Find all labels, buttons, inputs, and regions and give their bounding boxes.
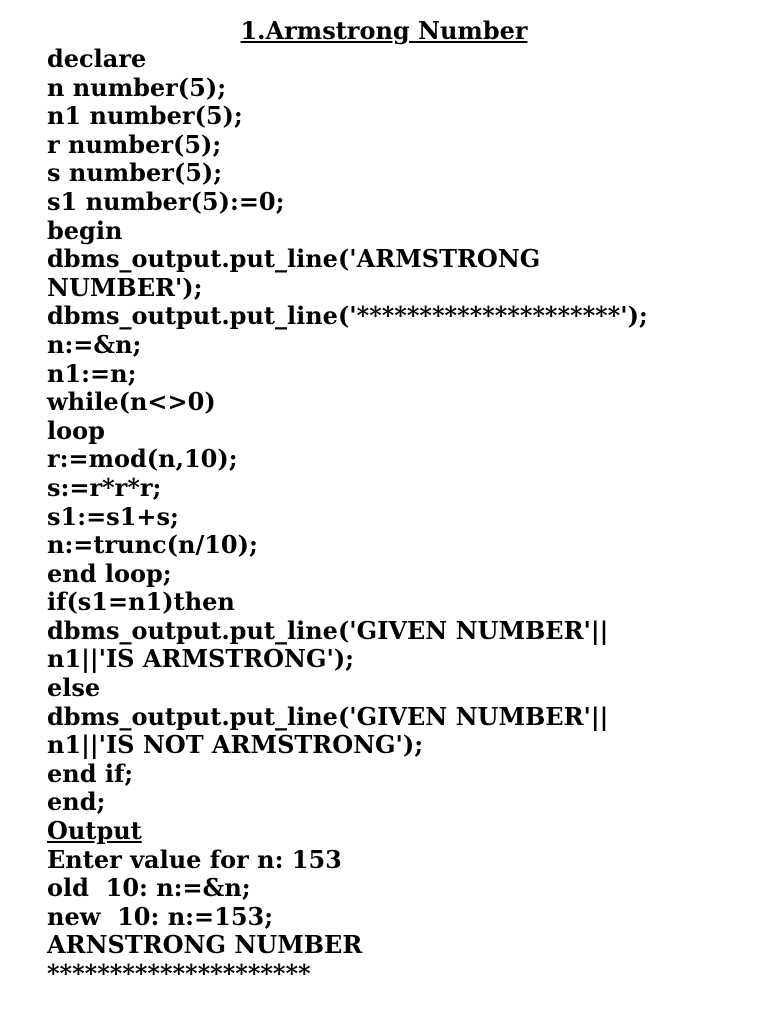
code-line: old 10: n:=&n; bbox=[47, 873, 251, 903]
code-line: NUMBER'); bbox=[47, 272, 203, 302]
code-listing bbox=[47, 45, 648, 989]
code-line: Enter value for n: 153 bbox=[47, 844, 342, 874]
code-line: else bbox=[47, 673, 101, 703]
code-line: dbms_output.put_line('*********************'); bbox=[47, 301, 648, 331]
code-line: n1||'IS NOT ARMSTRONG'); bbox=[47, 730, 424, 760]
code-line: ARNSTRONG NUMBER bbox=[47, 930, 363, 960]
code-line: dbms_output.put_line('GIVEN NUMBER'|| bbox=[47, 701, 609, 731]
code-line: if(s1=n1)then bbox=[47, 587, 235, 617]
code-line: begin bbox=[47, 215, 123, 245]
code-line: end if; bbox=[47, 758, 134, 788]
code-line: ********************* bbox=[47, 959, 311, 988]
code-line: n1:=n; bbox=[47, 358, 137, 388]
output-heading: Output bbox=[47, 816, 142, 846]
code-line: end; bbox=[47, 787, 106, 817]
code-line: s1:=s1+s; bbox=[47, 501, 179, 531]
code-line: n:=&n; bbox=[47, 329, 142, 359]
code-line: dbms_output.put_line('GIVEN NUMBER'|| bbox=[47, 615, 609, 645]
code-line: r:=mod(n,10); bbox=[47, 444, 238, 474]
code-line: declare bbox=[47, 44, 147, 73]
code-line: n1||'IS ARMSTRONG'); bbox=[47, 644, 355, 674]
code-line: n1 number(5); bbox=[47, 101, 243, 131]
code-line: n:=trunc(n/10); bbox=[47, 530, 258, 560]
code-line: loop bbox=[47, 415, 105, 445]
document-title: 1.Armstrong Number bbox=[240, 16, 528, 45]
code-line: s number(5); bbox=[47, 158, 223, 188]
code-line: dbms_output.put_line('ARMSTRONG bbox=[47, 244, 541, 274]
code-line: new 10: n:=153; bbox=[47, 901, 274, 931]
code-line: r number(5); bbox=[47, 129, 222, 159]
code-line: end loop; bbox=[47, 558, 172, 588]
code-line: n number(5); bbox=[47, 72, 227, 102]
code-line: s:=r*r*r; bbox=[47, 472, 162, 502]
code-line: while(n<>0) bbox=[47, 387, 216, 417]
code-line: s1 number(5):=0; bbox=[47, 186, 285, 216]
